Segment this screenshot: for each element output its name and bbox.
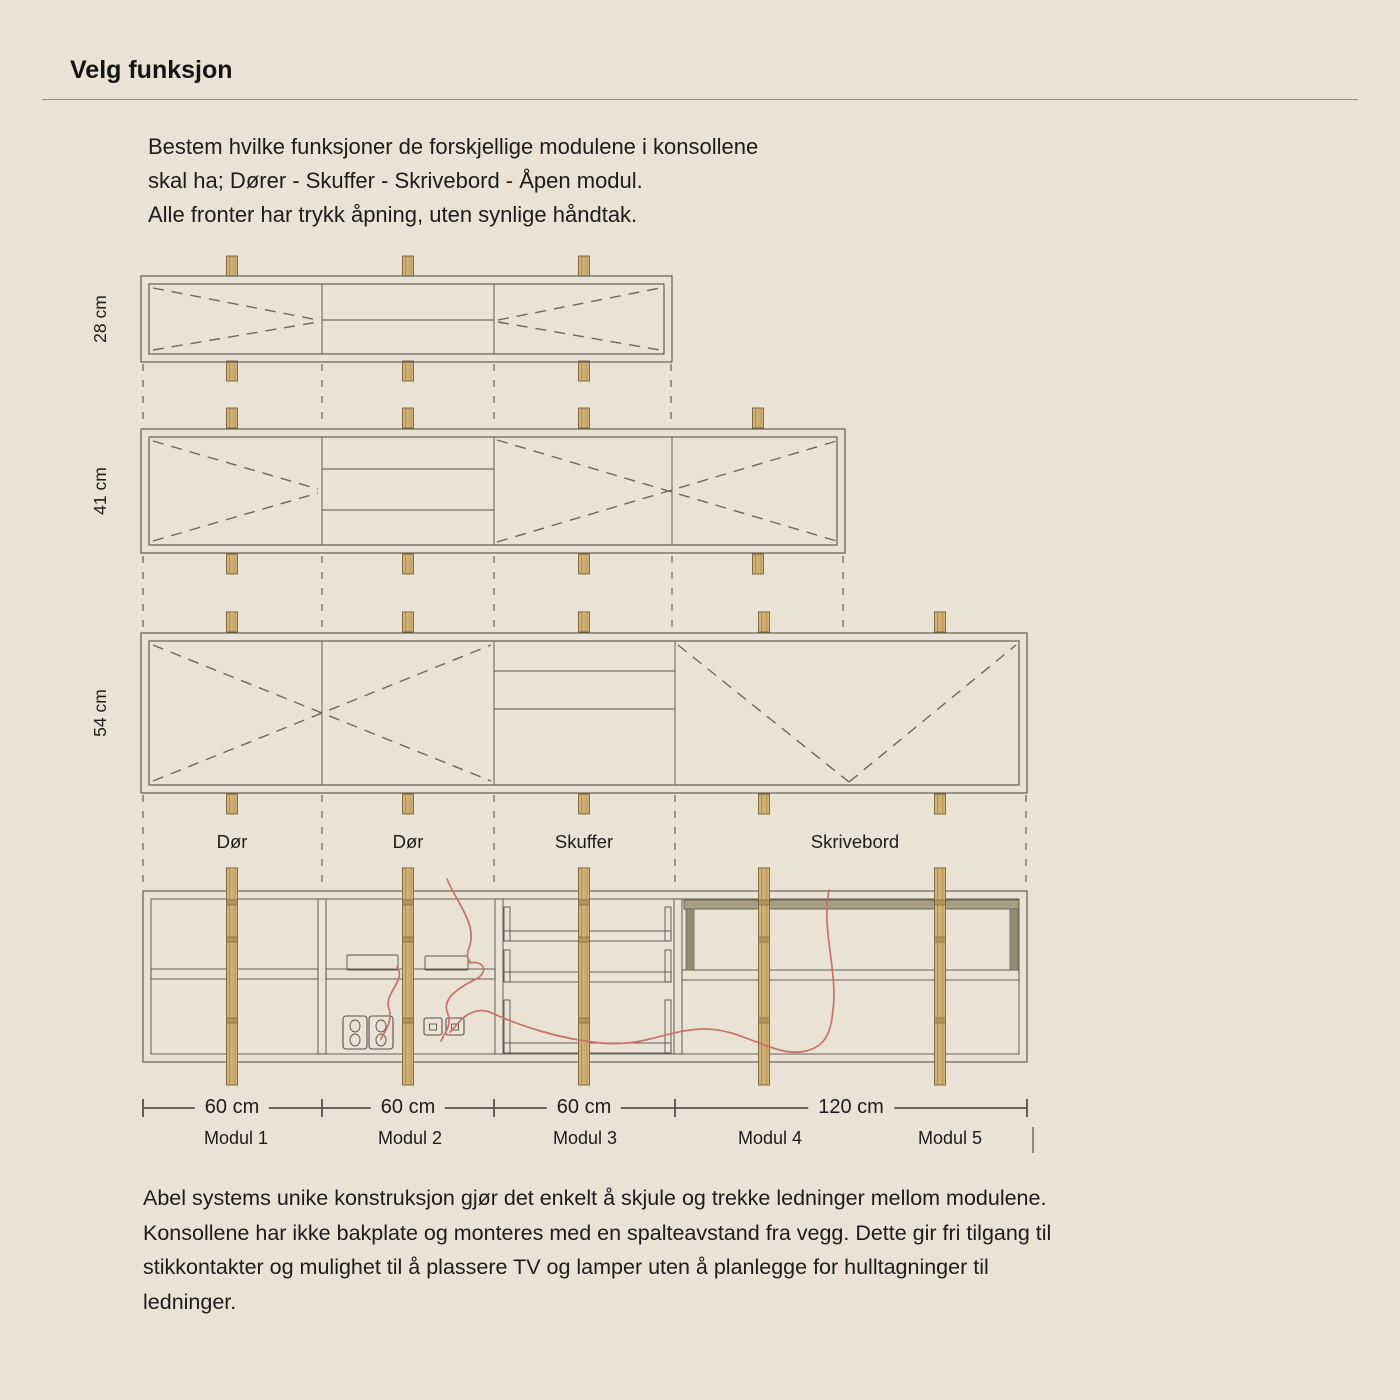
height-label-28cm: 28 cm xyxy=(90,295,110,343)
desk-shelf xyxy=(684,900,1019,970)
function-label-door-1: Dør xyxy=(216,831,248,852)
height-label-54cm: 54 cm xyxy=(90,689,110,737)
footer-description xyxy=(143,1181,1051,1319)
function-label-drawers: Skuffer xyxy=(554,831,614,852)
footer-line: stikkontakter og mulighet til å plassere TV og lamper uten å planlegge for hulltagninger til xyxy=(143,1255,989,1279)
console-top-view-28cm xyxy=(141,256,672,427)
module-label-3: Modul 3 xyxy=(552,1128,618,1148)
dimension-label-1: 60 cm xyxy=(195,1096,269,1119)
dimension-label-4: 120 cm xyxy=(808,1096,894,1119)
function-label-door-2: Dør xyxy=(392,831,424,852)
dimension-label-2: 60 cm xyxy=(371,1096,445,1119)
height-label-41cm: 41 cm xyxy=(90,467,110,515)
intro-line: Alle fronter har trykk åpning, uten synlige håndtak. xyxy=(148,202,638,227)
console-top-view-41cm xyxy=(141,408,845,629)
module-label-1: Modul 1 xyxy=(203,1128,269,1148)
console-structure-view xyxy=(143,868,1027,1085)
media-device xyxy=(425,956,468,970)
media-device xyxy=(347,955,398,970)
function-label-desk: Skrivebord xyxy=(810,831,900,852)
footer-line: ledninger. xyxy=(143,1289,237,1314)
power-outlet-small xyxy=(424,1018,464,1035)
intro-line: Bestem hvilke funksjoner de forskjellige modulene i konsollene xyxy=(148,134,759,159)
page-title: Velg funksjon xyxy=(70,56,233,84)
footer-line: Konsollene har ikke bakplate og monteres med en spalteavstand fra vegg. Dette gir fri tilgang til xyxy=(143,1220,1052,1245)
dimension-label-3: 60 cm xyxy=(547,1096,621,1119)
module-label-2: Modul 2 xyxy=(377,1128,443,1148)
intro-line: skal ha; Dører - Skuffer - Skrivebord - Åpen modul. xyxy=(148,168,643,193)
shelf xyxy=(682,970,1019,980)
module-label-4: Modul 4 xyxy=(737,1128,803,1148)
module-label-5: Modul 5 xyxy=(917,1128,983,1148)
footer-line: Abel systems unike konstruksjon gjør det enkelt å skjule og trekke ledninger mellom modulene. xyxy=(143,1186,1047,1210)
